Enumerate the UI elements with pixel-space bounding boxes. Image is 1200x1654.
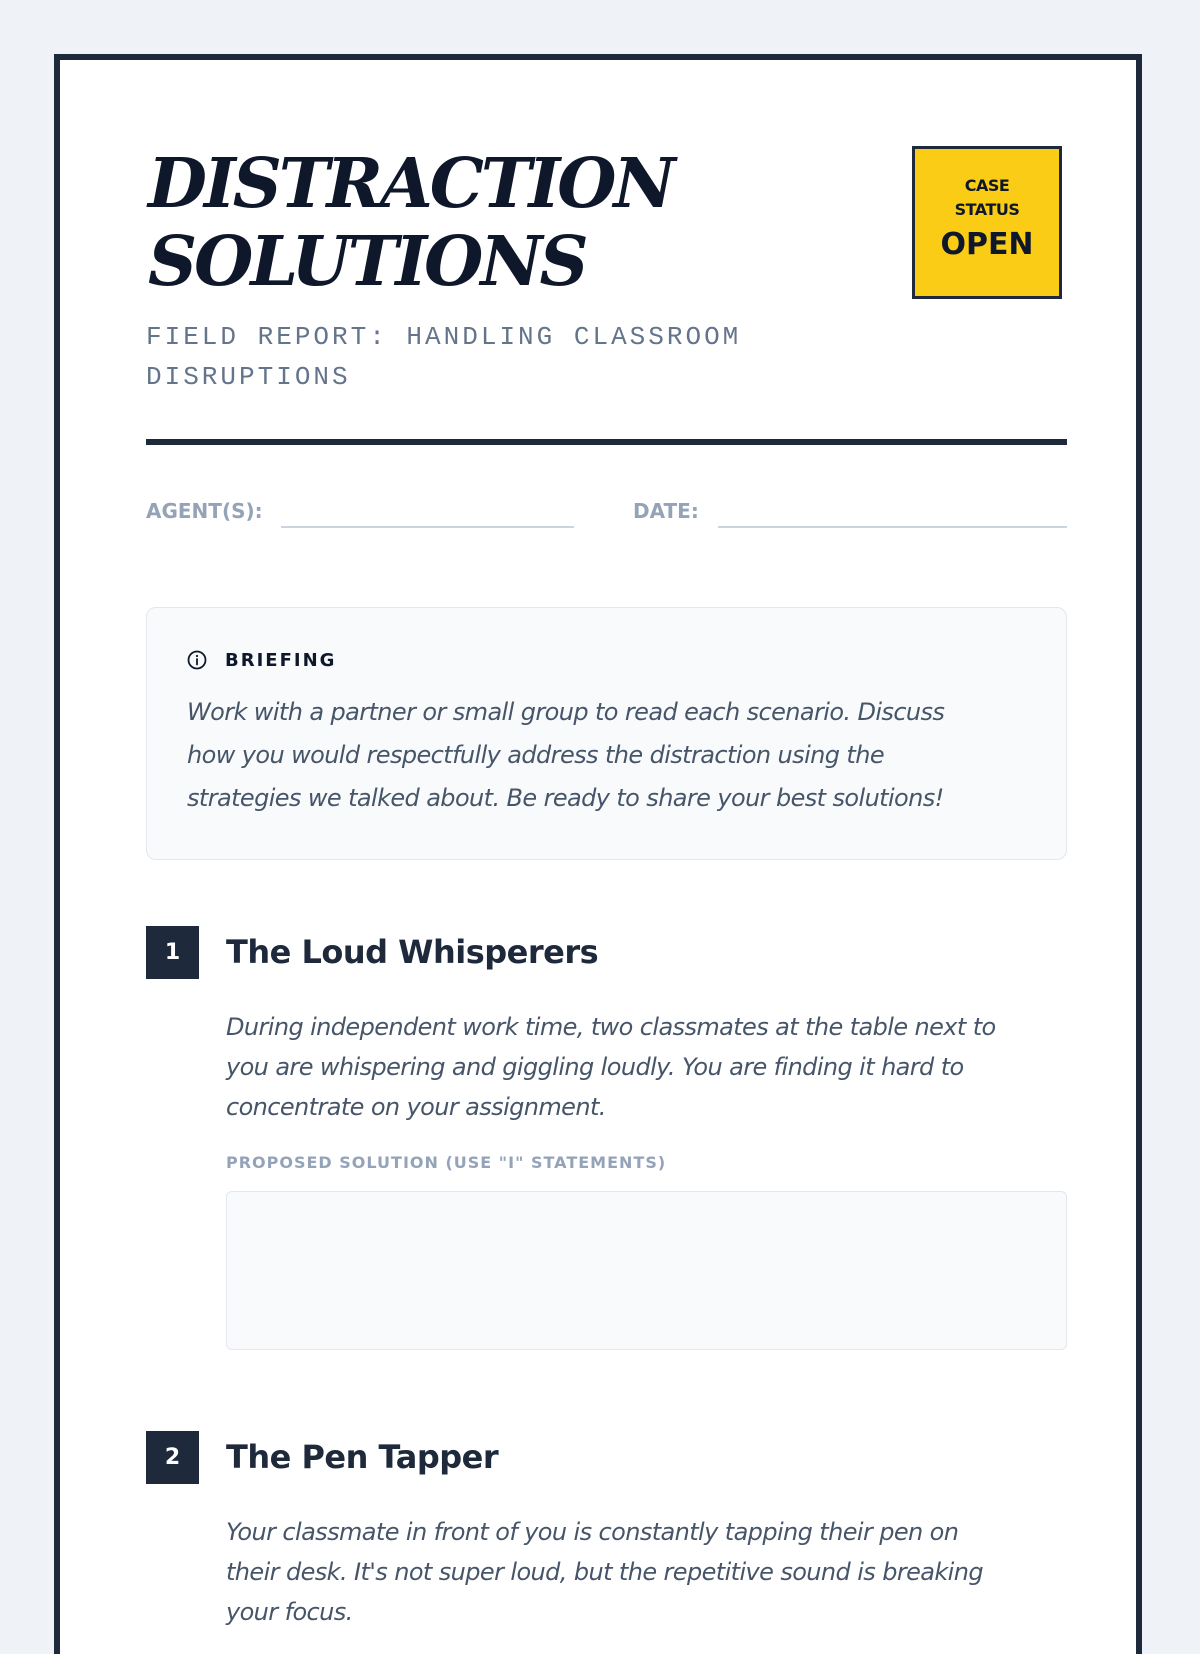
- date-label: DATE:: [633, 499, 699, 523]
- scenario-number-badge: 2: [146, 1431, 199, 1484]
- scenario-line: you are whispering and giggling loudly. You are finding it hard to: [226, 1053, 964, 1081]
- solution-label: PROPOSED SOLUTION (USE "I" STATEMENTS): [226, 1153, 667, 1172]
- scenario-line: During independent work time, two classmates at the table next to: [226, 1013, 996, 1041]
- scenario-title: The Loud Whisperers: [226, 933, 599, 971]
- briefing-title: BRIEFING: [225, 649, 337, 671]
- briefing-panel: [146, 607, 1067, 860]
- info-icon: [187, 650, 207, 670]
- briefing-line: Work with a partner or small group to read each scenario. Discuss: [187, 698, 945, 726]
- status-badge-value: OPEN: [940, 227, 1034, 262]
- page-subtitle-line-2: DISRUPTIONS: [146, 362, 351, 392]
- scenario-line: their desk. It's not super loud, but the repetitive sound is breaking: [226, 1558, 983, 1586]
- date-field[interactable]: [718, 526, 1067, 528]
- briefing-line: strategies we talked about. Be ready to share your best solutions!: [187, 784, 944, 812]
- scenario-line: your focus.: [226, 1598, 353, 1626]
- header-divider: [146, 439, 1067, 445]
- worksheet-page: [54, 54, 1142, 1654]
- solution-input[interactable]: [226, 1191, 1067, 1350]
- agents-field[interactable]: [281, 526, 574, 528]
- scenario-line: Your classmate in front of you is constantly tapping their pen on: [226, 1518, 959, 1546]
- page-title-line-1: DISTRACTION: [148, 144, 673, 224]
- scenario-description: [226, 1512, 983, 1632]
- page-title-line-2: SOLUTIONS: [148, 222, 586, 302]
- briefing-line: how you would respectfully address the distraction using the: [187, 741, 884, 769]
- briefing-text: [187, 691, 944, 820]
- status-badge-label-case: CASE: [964, 176, 1010, 195]
- scenario-number-badge: 1: [146, 926, 199, 979]
- case-status-badge: [912, 146, 1062, 299]
- agents-label: AGENT(S):: [146, 499, 263, 523]
- status-badge-label-status: STATUS: [954, 200, 1020, 219]
- scenario-description: [226, 1007, 996, 1127]
- page-subtitle-line-1: FIELD REPORT: HANDLING CLASSROOM: [146, 322, 742, 352]
- scenario-line: concentrate on your assignment.: [226, 1093, 606, 1121]
- briefing-header: [187, 646, 336, 674]
- scenario-title: The Pen Tapper: [226, 1438, 499, 1476]
